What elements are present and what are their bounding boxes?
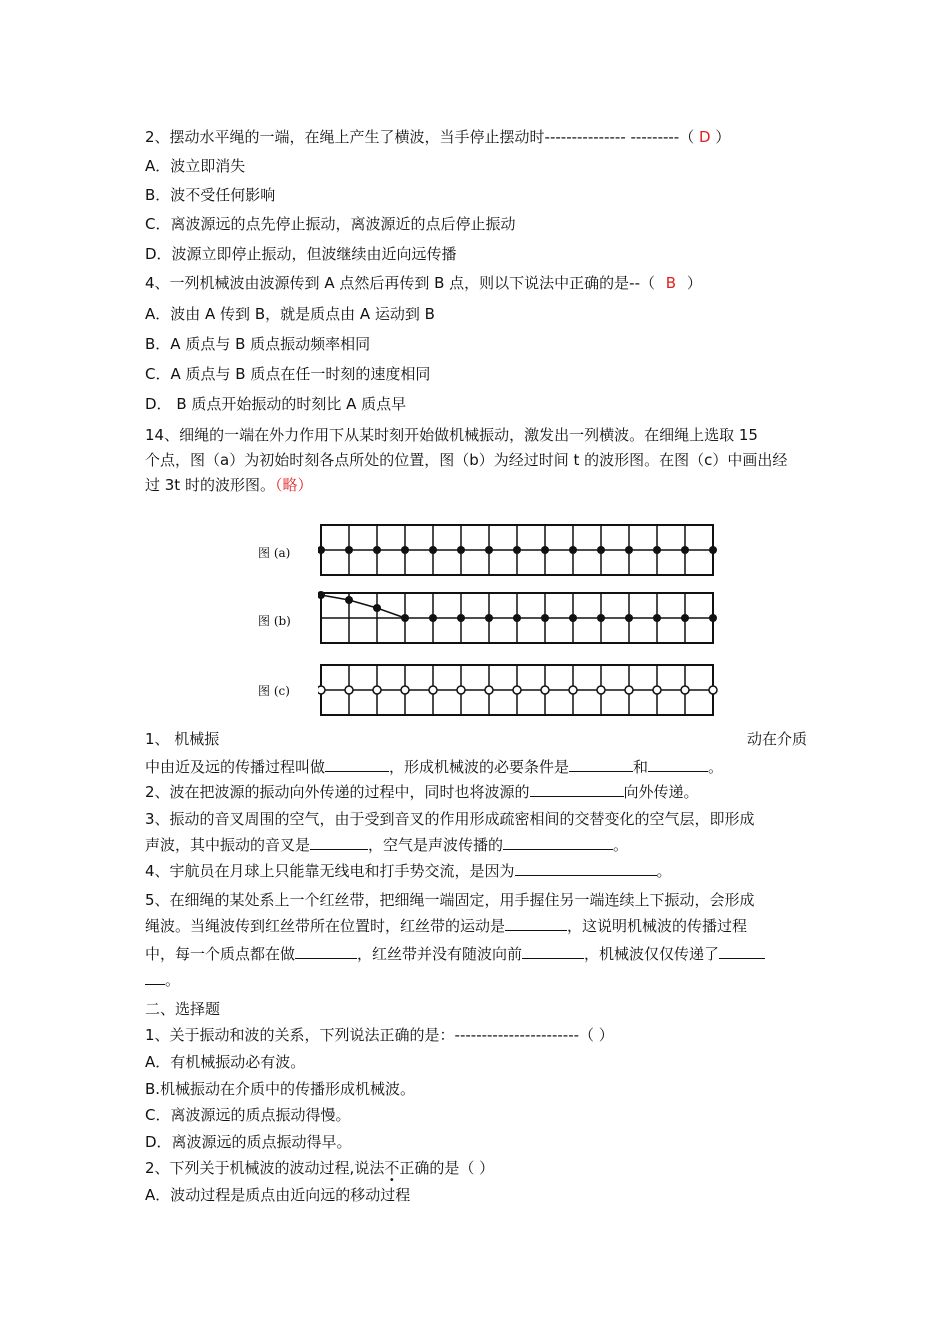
fill-q5-line1: 5、在细绳的某处系上一个红丝带，把细绳一端固定，用手握住另一端连续上下振动，会形成 [145, 891, 755, 909]
s2-q1-option-a: A．有机械振动必有波。 [145, 1053, 306, 1071]
fill-q5-text-c: 中，每一个质点都在做 [145, 945, 296, 963]
string-point [597, 614, 605, 622]
string-point-open [345, 686, 353, 694]
s2-q2-stem-a: 2、下列关于机械波的波动过程,说法 [145, 1159, 385, 1177]
string-point [541, 546, 549, 554]
q4-stem-line [145, 273, 807, 293]
string-point [569, 614, 577, 622]
q2-stem: 2、摆动水平绳的一端，在绳上产生了横波，当手停止摆动时--------------- ---------（ [145, 128, 695, 146]
s2-q2-emphasis: 不 [384, 1159, 400, 1177]
blank[interactable] [648, 757, 708, 772]
figure-label-c: 图 (c) [258, 684, 290, 698]
blank[interactable] [530, 782, 624, 797]
string-point [597, 546, 605, 554]
string-point-open [653, 686, 661, 694]
fill-q2-line [145, 782, 807, 802]
string-point-open [709, 686, 717, 694]
q4-option-b: B．A 质点与 B 质点振动频率相同 [145, 335, 371, 353]
blank[interactable] [505, 916, 567, 931]
fill-q5-text-e: ，机械波仅仅传递了 [584, 945, 720, 963]
string-point [457, 546, 465, 554]
s2-q1-option-c: C．离波源远的质点振动得慢。 [145, 1106, 351, 1124]
string-point [401, 546, 409, 554]
string-point [373, 546, 381, 554]
q4-option-d: D． B 质点开始振动的时刻比 A 质点早 [145, 395, 407, 413]
fill-q5-text-a: 绳波。当绳波传到红丝带所在位置时，红丝带的运动是 [145, 917, 506, 935]
string-point [653, 614, 661, 622]
q4-option-c: C．A 质点与 B 质点在任一时刻的速度相同 [145, 365, 431, 383]
string-point-open [429, 686, 437, 694]
fill-q1-text-a: 中由近及远的传播过程叫做 [145, 758, 326, 776]
fill-q1-text-c: 和 [633, 758, 649, 776]
fill-q1-left: 1、 机械振 [145, 730, 220, 748]
fill-q5-text-b: ，这说明机械波的传播过程 [567, 917, 748, 935]
string-point [429, 546, 437, 554]
string-point [653, 546, 661, 554]
blank[interactable] [145, 970, 165, 985]
string-point [457, 614, 465, 622]
string-point [345, 596, 353, 604]
fill-q1-text-d: 。 [708, 758, 724, 776]
fill-q3-text-a: 声波，其中振动的音叉是 [145, 836, 311, 854]
fill-q3-text-c: 。 [613, 836, 629, 854]
string-point-open [373, 686, 381, 694]
string-point-open [541, 686, 549, 694]
figure-label-a: 图 (a) [258, 546, 291, 560]
fill-q1-text-b: ，形成机械波的必要条件是 [389, 758, 570, 776]
string-point [373, 604, 381, 612]
s2-q1-option-b: B.机械振动在介质中的传播形成机械波。 [145, 1080, 416, 1098]
blank[interactable] [503, 835, 613, 850]
s2-q1-option-d: D．离波源远的质点振动得早。 [145, 1133, 352, 1151]
string-point [513, 614, 521, 622]
blank[interactable] [310, 835, 368, 850]
string-point [541, 614, 549, 622]
blank[interactable] [719, 944, 765, 959]
q2-answer: D [699, 128, 711, 146]
figure-b-grid [318, 590, 720, 646]
fill-q5-text-f: 。 [165, 971, 181, 989]
fill-q5-line2 [145, 916, 807, 936]
string-point-open [681, 686, 689, 694]
fill-q3-line2 [145, 835, 807, 855]
fill-q5-line4 [145, 970, 807, 990]
q14-line2: 个点，图（a）为初始时刻各点所处的位置，图（b）为经过时间 t 的波形图。在图（c）中画出经 [145, 451, 788, 469]
string-point [485, 614, 493, 622]
figure-label-b: 图 (b) [258, 614, 291, 628]
q2-option-d: D．波源立即停止振动，但波继续由近向远传播 [145, 245, 457, 263]
string-point [345, 546, 353, 554]
s2-q2-option-a: A．波动过程是质点由近向远的移动过程 [145, 1186, 411, 1204]
q2-close: ） [715, 128, 731, 146]
string-point-open [457, 686, 465, 694]
s2-q2-stem [145, 1158, 807, 1178]
wave-segment [321, 595, 405, 618]
string-point [681, 614, 689, 622]
q4-option-a: A．波由 A 传到 B，就是质点由 A 运动到 B [145, 305, 435, 323]
string-point-open [485, 686, 493, 694]
fill-q1-right: 动在介质 [746, 730, 807, 748]
string-point [625, 546, 633, 554]
fill-q3-text-b: ，空气是声波传播的 [368, 836, 504, 854]
fill-q5-text-d: ，红丝带并没有随波向前 [357, 945, 523, 963]
blank[interactable] [569, 757, 633, 772]
string-point-open [569, 686, 577, 694]
fill-q4-text-a: 4、宇航员在月球上只能靠无线电和打手势交流，是因为 [145, 862, 515, 880]
string-point-open [597, 686, 605, 694]
string-point-open [513, 686, 521, 694]
string-point [709, 546, 717, 554]
fill-q1-line1 [145, 729, 807, 749]
q14-answer: （略） [274, 476, 313, 494]
fill-q2-text-b: 向外传递。 [623, 783, 699, 801]
q2-option-b: B．波不受任何影响 [145, 186, 276, 204]
blank[interactable] [325, 757, 389, 772]
q4-stem: 4、一列机械波由波源传到 A 点然后再传到 B 点，则以下说法中正确的是--（ [145, 274, 655, 292]
fill-q5-line3 [145, 944, 807, 964]
string-point-open [318, 686, 325, 694]
string-point [401, 614, 409, 622]
blank[interactable] [522, 944, 584, 959]
string-point-open [625, 686, 633, 694]
section2-title: 二、选择题 [145, 1000, 221, 1018]
string-point-open [401, 686, 409, 694]
fill-q3-line1: 3、振动的音叉周围的空气，由于受到音叉的作用形成疏密相间的交替变化的空气层，即形成 [145, 810, 755, 828]
figure-c-grid [318, 662, 720, 718]
q4-close: ） [686, 274, 702, 292]
fill-q4-line [145, 861, 807, 881]
string-point [709, 614, 717, 622]
s2-q2-stem-c: 正确的是（ ） [399, 1159, 495, 1177]
q4-answer: B [665, 274, 677, 292]
string-point [569, 546, 577, 554]
q14-line3-row [145, 475, 807, 495]
string-point [513, 546, 521, 554]
fill-q4-text-b: 。 [656, 862, 672, 880]
string-point [429, 614, 437, 622]
q2-option-c: C．离波源远的点先停止振动，离波源近的点后停止振动 [145, 215, 516, 233]
q2-option-a: A．波立即消失 [145, 157, 246, 175]
blank[interactable] [295, 944, 357, 959]
q14-line3: 过 3t 时的波形图。 [145, 476, 275, 494]
q14-line1: 14、细绳的一端在外力作用下从某时刻开始做机械振动，激发出一列横波。在细绳上选取 15 [145, 426, 758, 444]
string-point [485, 546, 493, 554]
fill-q2-text-a: 2、波在把波源的振动向外传递的过程中，同时也将波源的 [145, 783, 530, 801]
q2-stem-line [145, 127, 807, 147]
blank[interactable] [515, 861, 657, 876]
figure-a-grid [318, 522, 720, 578]
string-point [318, 546, 325, 554]
fill-q1-line2 [145, 757, 807, 777]
string-point [625, 614, 633, 622]
s2-q1-stem: 1、关于振动和波的关系，下列说法正确的是：-----------------------（ ） [145, 1026, 614, 1044]
string-point [681, 546, 689, 554]
